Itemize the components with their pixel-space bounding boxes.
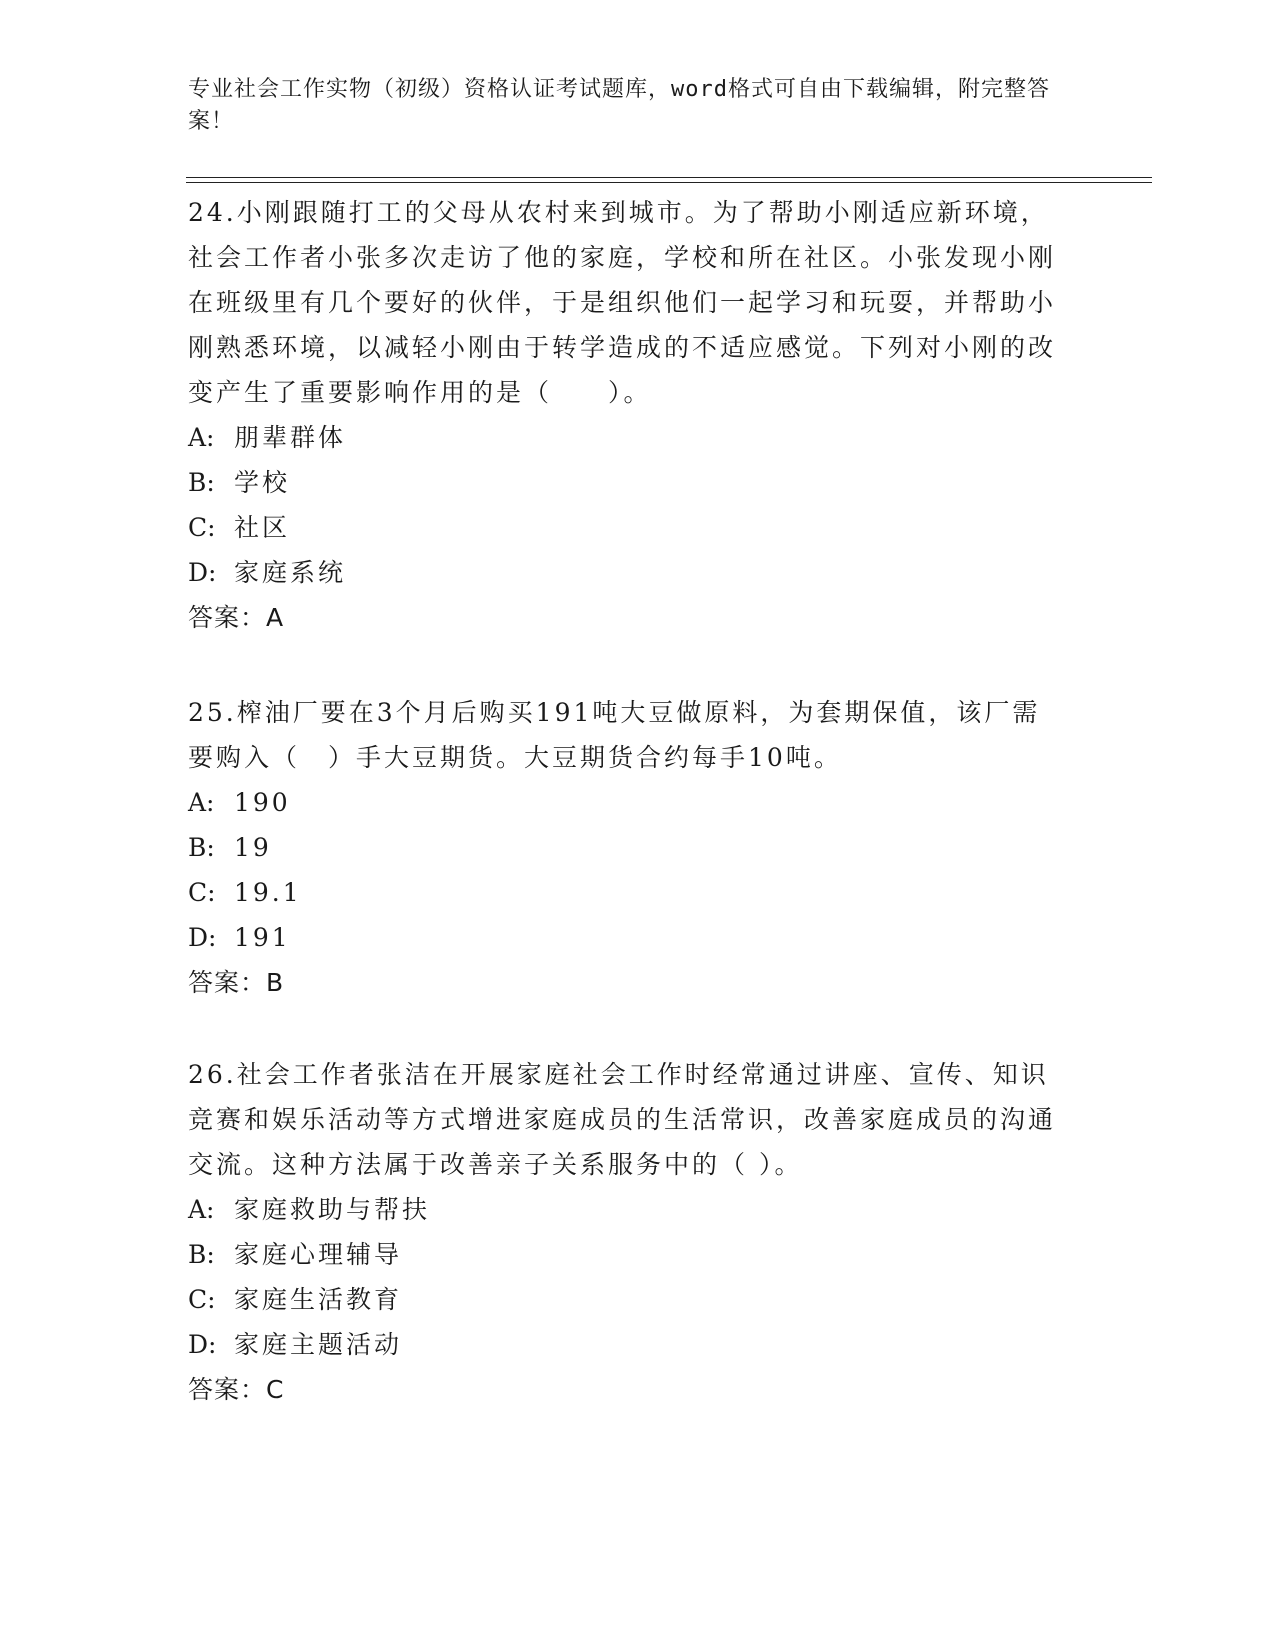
header-divider-top xyxy=(186,177,1152,178)
option-a xyxy=(188,1187,1068,1232)
answer: 答案：C xyxy=(188,1375,285,1404)
header-divider-bottom xyxy=(186,182,1152,183)
option-text: 家庭生活教育 xyxy=(234,1285,403,1314)
option-label: C: xyxy=(188,1285,216,1314)
option-text: 家庭心理辅导 xyxy=(234,1240,403,1269)
option-b xyxy=(188,1232,1068,1277)
option-label: C: xyxy=(188,878,216,907)
question-24 xyxy=(188,190,1068,640)
option-a xyxy=(188,780,1068,825)
option-c xyxy=(188,505,1068,550)
option-d xyxy=(188,1322,1068,1367)
option-d xyxy=(188,550,1068,595)
option-d xyxy=(188,915,1068,960)
option-c xyxy=(188,1277,1068,1322)
option-text: 家庭主题活动 xyxy=(234,1330,403,1359)
option-b xyxy=(188,460,1068,505)
option-text: 社区 xyxy=(234,513,291,542)
option-label: A: xyxy=(188,1195,215,1224)
option-label: D: xyxy=(188,923,217,952)
option-label: D: xyxy=(188,558,217,587)
question-25 xyxy=(188,690,1068,1005)
option-text: 19 xyxy=(234,833,272,862)
option-text: 19.1 xyxy=(234,878,302,907)
option-text: 家庭救助与帮扶 xyxy=(234,1195,431,1224)
option-b xyxy=(188,825,1068,870)
option-label: C: xyxy=(188,513,216,542)
option-label: A: xyxy=(188,788,215,817)
question-stem: 24.小刚跟随打工的父母从农村来到城市。为了帮助小刚适应新环境，社会工作者小张多次走访了他的家庭，学校和所在社区。小张发现小刚在班级里有几个要好的伙伴，于是组织他们一起学习和玩耍，并帮助小刚熟悉环境，以减轻小刚由于转学造成的不适应感觉。下列对小刚的改变产生了重要影响作用的是（ ）。 xyxy=(188,198,1057,407)
option-text: 191 xyxy=(234,923,291,952)
question-stem: 26.社会工作者张洁在开展家庭社会工作时经常通过讲座、宣传、知识竞赛和娱乐活动等方式增进家庭成员的生活常识，改善家庭成员的沟通交流。这种方法属于改善亲子关系服务中的（ ）。 xyxy=(188,1060,1057,1179)
document-header: 专业社会工作实物（初级）资格认证考试题库，word格式可自由下载编辑，附完整答案！ xyxy=(188,77,1050,134)
answer: 答案：A xyxy=(188,603,285,632)
option-label: B: xyxy=(188,1240,215,1269)
option-label: B: xyxy=(188,833,215,862)
option-label: D: xyxy=(188,1330,217,1359)
option-c xyxy=(188,870,1068,915)
option-label: A: xyxy=(188,423,215,452)
option-a xyxy=(188,415,1068,460)
option-label: B: xyxy=(188,468,215,497)
option-text: 学校 xyxy=(234,468,291,497)
option-text: 家庭系统 xyxy=(234,558,347,587)
answer: 答案：B xyxy=(188,968,285,997)
question-26 xyxy=(188,1052,1068,1412)
question-stem: 25.榨油厂要在3个月后购买191吨大豆做原料，为套期保值，该厂需要购入（ ）手大豆期货。大豆期货合约每手10吨。 xyxy=(188,698,1041,772)
option-text: 朋辈群体 xyxy=(234,423,347,452)
option-text: 190 xyxy=(234,788,291,817)
